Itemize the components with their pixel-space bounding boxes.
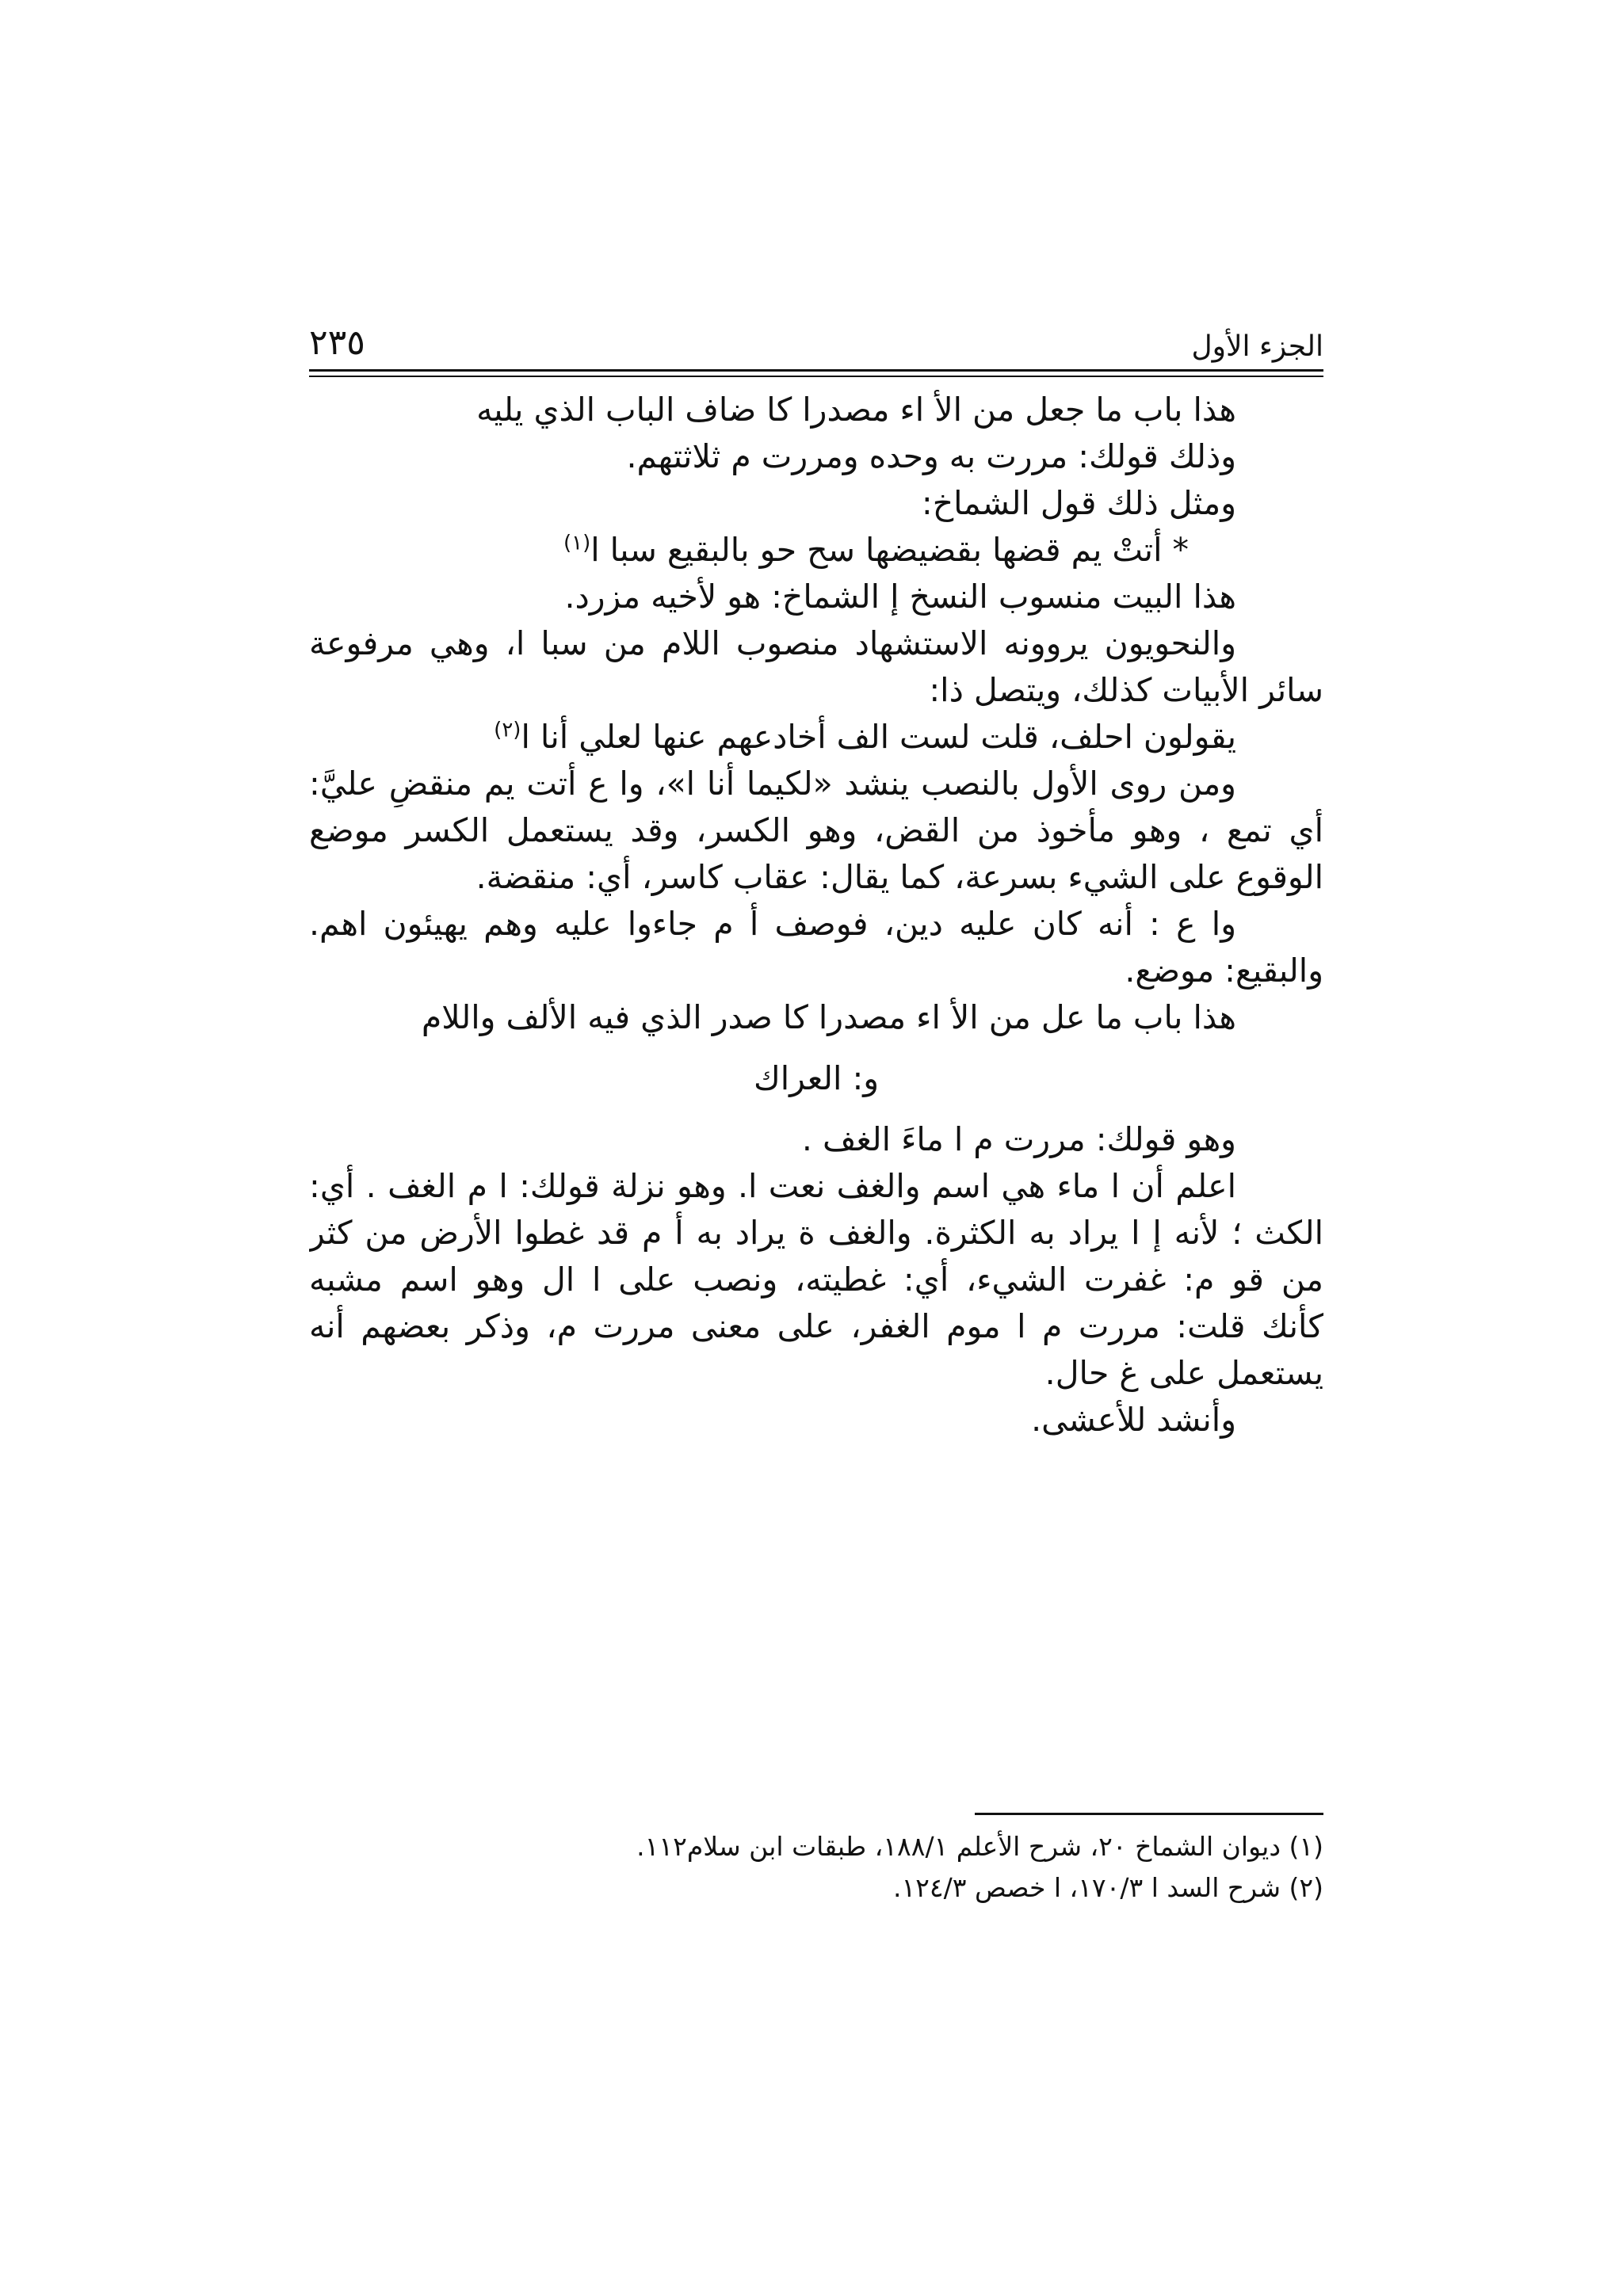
text-line: أي تمع ، وهو مأخوذ من القض، وهو الكسر، وقد يستعمل الكسر موضع <box>309 811 1323 849</box>
header-rule-top <box>309 369 1323 372</box>
section-heading: هذا باب ما عل من الأ اء مصدرا كا صدر الذي فيه الألف واللام <box>421 998 1236 1036</box>
page-number: ٢٣٥ <box>309 322 365 363</box>
verse-text: * أتتْ يم قضها بقضيضها سح حو بالبقيع سبا ا <box>590 531 1189 569</box>
text-line: وا ع : أنه كان عليه دين، فوصف أ م جاءوا عليه وهم يهيئون اهم. <box>309 905 1236 943</box>
text-line: كأنك قلت: مررت م ا موم الغفر، على معنى مررت م، وذكر بعضهم أنه <box>309 1307 1323 1345</box>
text-line: الوقوع على الشيء بسرعة، كما يقال: عقاب كاسر، أي: منقضة. <box>475 858 1323 896</box>
text-line: هذا البيت منسوب النسخ إ الشماخ: هو لأخيه مزرد. <box>564 578 1236 616</box>
text-line: ومن روى الأول بالنصب ينشد «لكيما أنا ا»، وا ع أتت يم منقضٍ عليَّ: <box>309 765 1236 803</box>
footnote-2: (٢) شرح السد ا ١٧٠/٣، ا خصص ١٢٤/٣. <box>892 1872 1323 1903</box>
footnote-mark-1: (١) <box>563 531 591 555</box>
text-line: الكث ؛ لأنه إ ا يراد به الكثرة. والغف ة يراد به أ م قد غطوا الأرض من كثر <box>309 1214 1323 1252</box>
text-line: ومثل ذلك قول الشماخ: <box>921 484 1236 522</box>
section-subheading: و: العراك <box>753 1059 880 1097</box>
verse-line <box>309 714 1323 761</box>
text-line: وأنشد للأعشى. <box>1031 1401 1236 1439</box>
section-heading: هذا باب ما جعل من الأ اء مصدرا كا ضاف الباب الذي يليه <box>476 391 1236 429</box>
text-line: والنحويون يروونه الاستشهاد منصوب اللام من سبا ا، وهي مرفوعة <box>309 624 1236 662</box>
text-line: سائر الأبيات كذلك، ويتصل ذا: <box>929 671 1323 709</box>
text-line: وذلك قولك: مررت به وحده ومررت م ثلاثتهم. <box>626 437 1236 475</box>
text-line: والبقيع: موضع. <box>1125 952 1323 990</box>
verse-line <box>309 527 1323 574</box>
footnote-separator <box>975 1813 1323 1815</box>
footnote-mark-2: (٢) <box>494 718 521 742</box>
text-line: اعلم أن ا ماء هي اسم والغف نعت ا. وهو نزلة قولك: ا م الغف . أي: <box>309 1167 1236 1205</box>
main-text <box>309 387 1323 1444</box>
page-header <box>309 315 1323 363</box>
text-line: وهو قولك: مررت م ا ماءَ الغف . <box>801 1120 1236 1158</box>
verse-text: يقولون احلف، قلت لست الف أخادعهم عنها لعلي أنا ا <box>521 718 1236 756</box>
header-rule-bottom <box>309 376 1323 377</box>
text-line: يستعمل على غ حال. <box>1044 1354 1323 1392</box>
text-line: من قو م: غفرت الشيء، أي: غطيته، ونصب على ا ال وهو اسم مشبه <box>309 1261 1323 1299</box>
running-head: الجزء الأول <box>1191 330 1323 363</box>
footnote-1: (١) ديوان الشماخ ٢٠، شرح الأعلم ١٨٨/١، طبقات ابن سلام١١٢. <box>636 1831 1323 1862</box>
footnotes <box>309 1826 1323 1909</box>
